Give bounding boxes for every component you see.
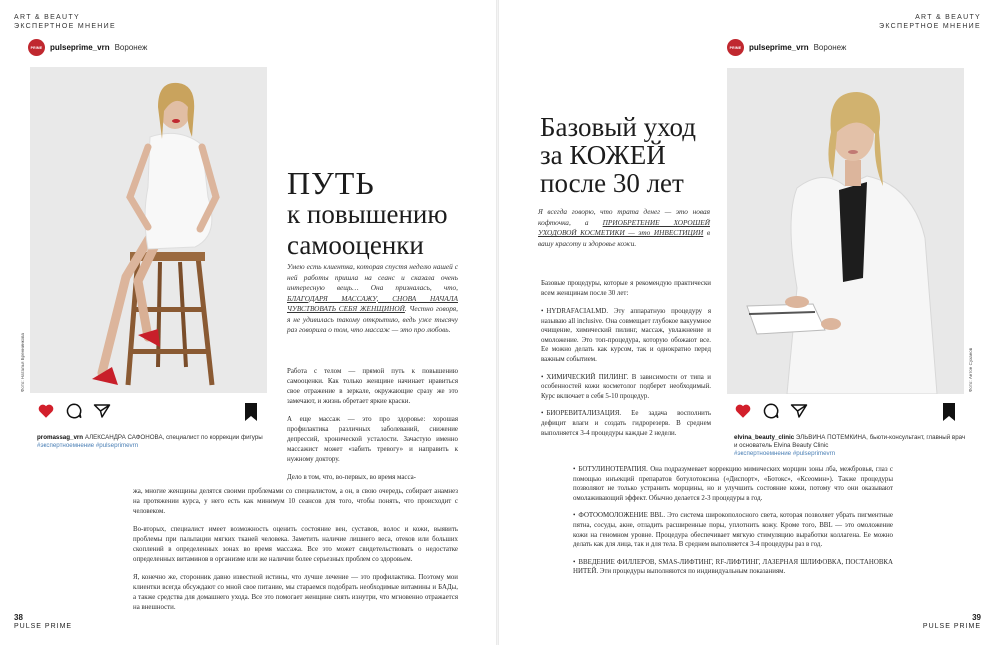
location: Воронеж xyxy=(813,43,847,52)
paragraph: жа, многие женщины делятся своими проблемами со специалистом, а он, в свою очередь, собирает анамнез на протяжении курса, у него есть как минимум 10 сеансов для того, чтобы понять, что происходит с человеком. xyxy=(133,488,458,515)
magazine-name: PULSE PRIME xyxy=(14,623,73,630)
avatar[interactable]: PRIME xyxy=(727,39,744,56)
bookmark-icon[interactable] xyxy=(244,403,258,421)
lead-paragraph: Умею есть клиентка, которая спустя неделю нашей с ней работы пришла на сеанс и сказала очень интересную вещь… Она призналась, что, БЛАГОДАРЯ МАССАЖУ, СНОВА НАЧАЛА ЧУВСТВОВАТЬ СЕБЯ ЖЕНЩИНОЙ. Честно говоря, я не удивилась такому открытию, ведь уже тысячу раз говорила о том, что массаж — это про любовь. xyxy=(287,262,458,334)
share-icon[interactable] xyxy=(790,402,808,420)
username[interactable]: pulseprime_vrn xyxy=(50,43,110,52)
caption-text: АЛЕКСАНДРА САФОНОВА, специалист по коррекции фигуры xyxy=(83,434,263,441)
list-item: • HYDRAFACIALMD. Эту аппаратную процедуру я называю all inclusive. Она совмещает глубокое вакуумное очищение, химический пилинг, массаж, увлажнение и омоложение. Это топ-процедура, которую обожают все. Ее можно делать как курсом, так и однократно перед важным событием. xyxy=(541,308,711,363)
post-caption xyxy=(37,434,267,450)
portrait-illustration xyxy=(30,67,267,393)
intro-paragraph: Базовые процедуры, которые я рекомендую практически всем женщинам после 30 лет: xyxy=(541,280,711,297)
portrait-illustration xyxy=(727,68,964,394)
caption-hashtags[interactable]: #экспертноемнение #pulseprimevrn xyxy=(734,450,836,457)
share-icon[interactable] xyxy=(93,402,111,420)
caption-hashtags[interactable]: #экспертноемнение #pulseprimevrn xyxy=(37,442,139,449)
instagram-header xyxy=(727,39,846,56)
location: Воронеж xyxy=(114,43,148,52)
caption-username[interactable]: promassag_vrn xyxy=(37,434,84,441)
list-item: • ВВЕДЕНИЕ ФИЛЛЕРОВ, SMAS-ЛИФТИНГ, RF-ЛИФТИНГ, ЛАЗЕРНАЯ ШЛИФОВКА, ПОСТАНОВКА НИТЕЙ. Эти процедуры выполняются по индивидуальным показаниям. xyxy=(573,558,893,576)
avatar[interactable]: PRIME xyxy=(28,39,45,56)
right-page xyxy=(498,0,995,645)
lead-paragraph: Я всегда говорю, что трата денег — это новая кофточка, а ПРИОБРЕТЕНИЕ ХОРОШЕЙ УХОДОВОЙ КОСМЕТИКИ — это ИНВЕСТИЦИИ в вашу красоту и здоровье кожи. xyxy=(538,207,710,248)
procedure-list-narrow xyxy=(541,307,711,446)
list-item: • БИОРЕВИТАЛИЗАЦИЯ. Ее задача восполнить дефицит влаги и создать гидрорезерв. В среднем выполняется 3-4 процедуры каждые 2 недели. xyxy=(541,410,711,437)
paragraph: Во-вторых, специалист имеет возможность оценить состояние вен, суставов, волос и кожи, выявить проблемы при пальпации мягких тканей человека. Заметить наличие лишнего веса, отеков или больших скоплений в определенных зонах во время массажа. Все это может свидетельствовать о недостатке определенных витаминов в организме или же наличии более серьезных проблем со здоровьем. xyxy=(133,526,458,563)
comment-icon[interactable] xyxy=(65,402,83,420)
post-actions xyxy=(734,402,818,420)
post-actions xyxy=(37,402,121,420)
magazine-name: PULSE PRIME xyxy=(922,623,981,630)
list-item: • ФОТООМОЛОЖЕНИЕ BBL. Это система широкополосного света, которая позволяет убрать пигментные пятна, сосуды, акне, отладить расширенные поры, уплотнить кожу. Кроме того, BBL — это омоложение кожи на геномном уровне. Процедура обеспечивает мягкую стимуляцию выработки коллагена. Ее можно делать как для лица, так и для тела. В среднем выполняется 3-4 процедуры раз в год. xyxy=(573,512,893,549)
paragraph: Работа с телом — прямой путь к повышению самооценки. Как только женщине начинает нравиться свое отражение в зеркале, окружающие сразу же это замечают, и жизнь обретает яркие краски. xyxy=(287,368,458,405)
paragraph: А еще массаж — это про здоровье: хорошая профилактика различных заболеваний, снижение депрессий, хронической усталости. Зачастую именно массажист может «забить тревогу» и направить к нужному доктору. xyxy=(287,416,458,463)
caption-text: ЭЛЬВИНА ПОТЕМКИНА, бьюти-консультант, главный врач и основатель Elvina Beauty Clinic xyxy=(734,434,966,449)
comment-icon[interactable] xyxy=(762,402,780,420)
instagram-header xyxy=(28,39,147,56)
photo-credit: Фото: Наталья Бреннинкова xyxy=(20,333,25,392)
list-item: • ХИМИЧЕСКИЙ ПИЛИНГ. В зависимости от типа и особенностей кожи косметолог подберет необходимый. Курс включает в себя 5-10 процедур. xyxy=(541,373,711,400)
paragraph: Дело в том, что, во-первых, во время масса- xyxy=(287,474,416,481)
heart-icon[interactable] xyxy=(37,402,55,420)
page-number: 39 xyxy=(972,613,981,622)
article-title: Базовый уход за КОЖЕЙ после 30 лет xyxy=(540,112,697,198)
page-footer xyxy=(923,613,981,631)
photo-credit: Фото: Антон Суханов xyxy=(968,347,973,392)
caption-username[interactable]: elvina_beauty_clinic xyxy=(734,434,795,441)
heart-icon[interactable] xyxy=(734,402,752,420)
section-label: ART & BEAUTY ЭКСПЕРТНОЕ МНЕНИЕ xyxy=(879,14,981,30)
article-title: ПУТЬ к повышению самооценки xyxy=(287,165,448,260)
portrait-photo xyxy=(727,68,964,394)
page-footer xyxy=(14,613,72,631)
post-caption xyxy=(734,434,966,458)
body-wide xyxy=(133,487,458,621)
body-column xyxy=(287,367,458,491)
bookmark-icon[interactable] xyxy=(942,403,956,421)
left-page xyxy=(0,0,497,645)
section-label: ART & BEAUTY ЭКСПЕРТНОЕ МНЕНИЕ xyxy=(14,14,116,30)
page-number: 38 xyxy=(14,613,23,622)
list-item: • БОТУЛИНОТЕРАПИЯ. Она подразумевает коррекцию мимических морщин зоны лба, межбровья, глаз с помощью инъекций препаратов ботулотоксина («Диспорт», «Ботокс», «Ксеомин»). Также процедуры позволяют не только устранить морщины, но и улучшить состояние кожи, потому что они оказывают омолаживающий эффект. Обычно делается 2-3 процедуры в год. xyxy=(573,466,893,502)
username[interactable]: pulseprime_vrn xyxy=(749,43,809,52)
procedure-list-wide xyxy=(573,465,893,585)
portrait-photo xyxy=(30,67,267,393)
paragraph: Я, конечно же, сторонник давно известной истины, что лучше лечение — это профилактика. Поэтому мои клиентки всегда обсуждают со мной свое питание, мы стараемся подобрать необходимые витамины и БАДы, а также средства для домашнего ухода. Все это помогает женщине сиять изнутри, что мгновенно отражается на внешности. xyxy=(133,574,458,611)
